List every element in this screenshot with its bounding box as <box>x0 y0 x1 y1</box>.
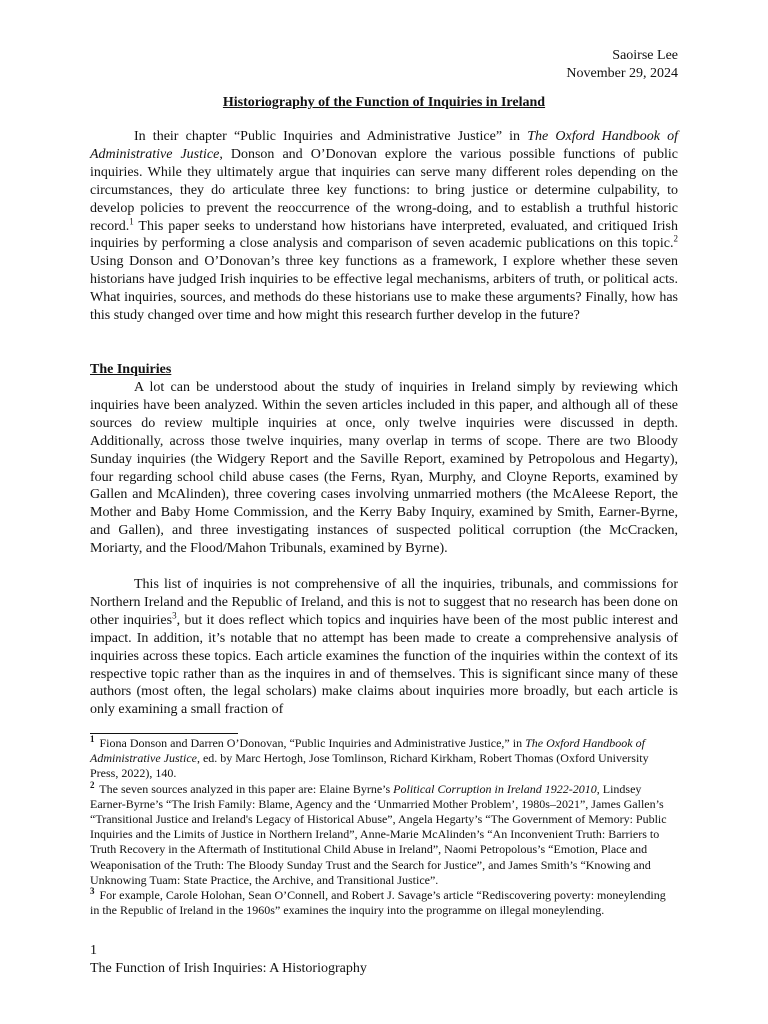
footnote-ref-2: 2 <box>673 233 678 244</box>
footnote-ref-3: 3 <box>172 610 177 621</box>
intro-paragraph: In their chapter “Public Inquiries and Administrative Justice” in The Oxford Handbook of Administrative Justice, Donson and O’Donovan explore the various possible functions of public inquiries. While they ultimately argue that inquiries can serve many different roles depending on the circumstances, they do articulate three key functions: to bring justice or determine culpability, to develop policies to prevent the reoccurrence of the wrong-doing, and to establish a truthful historic record.$^1$ This paper seeks to understand how historians have interpreted, evaluated, and critiqued Irish inquiries by performing a close analysis and comparison of seven academic publications on this topic.$^2$ Using Donson and O’Donovan’s three key functions as a framework, I explore whether these seven historians have judged Irish inquiries to be effective legal mechanisms, arbiters of truth, or political acts. What inquiries, sources, and methods do these historians use to make these arguments? Finally, how has this study changed over time and how might this research further develop in the future? <box>90 129 679 324</box>
footnote-1: $^1$ Fiona Donson and Darren O’Donovan, “Public Inquiries and Administrative Justice,” in The Oxford Handbook of Administrative Justice, ed. by Marc Hertogh, Jose Tomlinson, Richard Kirkham, Robert Thomas (Oxford University Press, 2022), 140. <box>90 734 649 781</box>
document-date: November 29, 2024 <box>566 66 678 81</box>
running-footer-title: The Function of Irish Inquiries: A Historiography <box>90 961 367 976</box>
footnotes <box>90 736 678 918</box>
footnote-ref-1: 1 <box>129 215 134 226</box>
page-number: 1 <box>90 943 97 958</box>
section-paragraph-2: This list of inquiries is not comprehensive of all the inquiries, tribunals, and commissions for Northern Ireland and the Republic of Ireland, and this is not to suggest that no research has been done on other inquiries$^3$, but it does reflect which topics and inquiries have been of the most public interest and impact. In addition, it’s notable that no attempt has been made to create a comprehensive analysis of inquiries across these topics. Each article examines the function of the inquiries within the context of its respective topic rather than as the inquires in and of themselves. This is significant since many of these authors (most often, the legal scholars) make claims about inquiries more broadly, but each article is only examining a small fraction of <box>90 577 678 718</box>
footnote-divider <box>90 733 238 734</box>
document-title: Historiography of the Function of Inquiries in Ireland <box>222 95 546 110</box>
section-heading: The Inquiries <box>90 362 172 377</box>
footnote-3: $^3$ For example, Carole Holohan, Sean O’Connell, and Robert J. Savage’s article “Rediscovering poverty: moneylending in the Republic of Ireland in the 1960s” examines the inquiry into the programme on illegal moneylending. <box>90 886 666 918</box>
author-name: Saoirse Lee <box>612 48 678 63</box>
footnote-2: $^2$ The seven sources analyzed in this paper are: Elaine Byrne’s Political Corruption in Ireland 1922-2010, Lindsey Earner-Byrne’s “The Irish Family: Blame, Agency and the ‘Unmarried Mother Problem’, 1980s–2021”, James Gallen’s “Transitional Justice and Ireland's Legacy of Historical Abuse”, Angela Hegarty’s “The Government of Memory: Public Inquiries and the Limits of Justice in Northern Ireland”, Anne-Marie McAlinden’s “An Inconvenient Truth: Barriers to Truth Recovery in the Aftermath of Institutional Child Abuse in Ireland”, Naomi Petropolous’s “Emotion, Place and Weaponisation of the Truth: The Bloody Sunday Trust and the Search for Justice”, and James Smith’s “Knowing and Unknowing Tuam: State Practice, the Archive, and Transitional Justice”. <box>90 779 667 887</box>
section-paragraph-1: A lot can be understood about the study of inquiries in Ireland simply by reviewing which inquiries have been analyzed. Within the seven articles included in this paper, and although all of these sources do review multiple inquiries at once, only twelve inquiries were discussed in depth. Additionally, across those twelve inquiries, many overlap in terms of scope. There are two Bloody Sunday inquiries (the Widgery Report and the Saville Report, examined by Petropolous and Hegarty), four regarding school child abuse cases (the Ferns, Ryan, Murphy, and Cloyne Reports, examined by Gallen and McAlinden), three covering cases involving unmarried mothers (the McAleese Report, the Mother and Baby Home Commission, and the Kerry Baby Inquiry, examined by Smith, Earner-Byrne, and Gallen), and three investigating instances of suspected political corruption (the McCracken, Moriarty, and the Flood/Mahon Tribunals, examined by Byrne). <box>90 380 678 557</box>
book-title: The Oxford Handbook of Administrative Justice <box>90 129 679 162</box>
